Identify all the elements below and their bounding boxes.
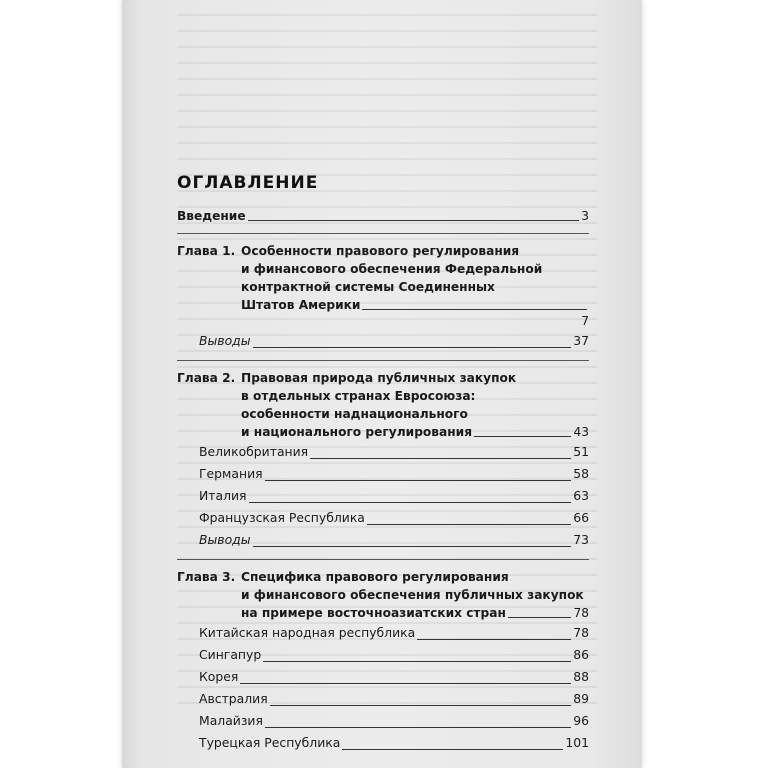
toc-chapter-2: [177, 369, 589, 551]
chapter-label: Глава 2.: [177, 371, 236, 385]
chapter-title-line: Специфика правового регулирования: [241, 570, 509, 584]
dot-leader: [240, 683, 571, 684]
section-page: 96: [573, 713, 589, 728]
dot-leader: [253, 546, 572, 547]
dot-leader: [263, 661, 571, 662]
chapter-page: 78: [573, 606, 589, 620]
toc-entry-introduction: [177, 207, 589, 225]
toc-heading: ОГЛАВЛЕНИЕ: [177, 173, 319, 193]
section-label: Германия: [199, 466, 263, 481]
divider: [177, 233, 589, 234]
section-label: Италия: [199, 488, 247, 503]
section-label: Корея: [199, 669, 239, 684]
book-page: [122, 0, 642, 768]
dot-leader: [265, 727, 571, 728]
chapter-page: 7: [581, 314, 589, 328]
chapter-title-line: и финансового обеспечения Федеральной: [241, 262, 543, 276]
section-label: Французская Республика: [199, 510, 365, 525]
section-page: 66: [573, 510, 589, 525]
dot-leader: [270, 705, 572, 706]
chapter-title-line: Штатов Америки: [241, 298, 361, 312]
section-label: Малайзия: [199, 713, 263, 728]
section-page: 89: [573, 691, 589, 706]
section-page: 37: [573, 333, 589, 348]
dot-leader: [310, 458, 571, 459]
section-page: 58: [573, 466, 589, 481]
section-page: 51: [573, 444, 589, 459]
chapter-page: 43: [573, 425, 589, 439]
chapter-label: Глава 3.: [177, 570, 236, 584]
dot-leader: [249, 502, 572, 503]
section-label: Выводы: [199, 532, 251, 547]
section-label: Турецкая Республика: [199, 735, 341, 750]
chapter-label: Глава 1.: [177, 244, 236, 258]
toc-chapter-3: [177, 568, 589, 754]
chapter-title-line: на примере восточноазиатских стран: [241, 606, 506, 620]
dot-leader: [362, 309, 587, 310]
introduction-label: Введение: [177, 209, 246, 223]
dot-leader: [265, 480, 572, 481]
section-label: Сингапур: [199, 647, 262, 662]
section-label: Австралия: [199, 691, 268, 706]
section-page: 86: [573, 647, 589, 662]
table-of-contents: [177, 173, 589, 754]
section-page: 88: [573, 669, 589, 684]
dot-leader: [474, 436, 571, 437]
introduction-page: 3: [581, 209, 589, 223]
divider: [177, 559, 589, 560]
chapter-title-line: Особенности правового регулирования: [241, 244, 520, 258]
chapter-title-line: и финансового обеспечения публичных закупок: [241, 588, 584, 602]
dot-leader: [508, 617, 572, 618]
dot-leader: [342, 749, 563, 750]
section-page: 101: [565, 735, 589, 750]
section-page: 73: [573, 532, 589, 547]
section-page: 78: [573, 625, 589, 640]
dot-leader: [248, 220, 580, 221]
divider: [177, 360, 589, 361]
section-label: Китайская народная республика: [199, 625, 416, 640]
section-page: 63: [573, 488, 589, 503]
section-label: Выводы: [199, 333, 251, 348]
chapter-title-line: контрактной системы Соединенных: [241, 280, 495, 294]
dot-leader: [367, 524, 571, 525]
section-label: Великобритания: [199, 444, 309, 459]
toc-chapter-1: [177, 242, 589, 352]
dot-leader: [417, 639, 571, 640]
chapter-title-line: и национального регулирования: [241, 425, 473, 439]
chapter-title-line: Правовая природа публичных закупок: [241, 371, 517, 385]
chapter-title-line: особенности наднационального: [241, 407, 468, 421]
dot-leader: [253, 347, 572, 348]
chapter-title-line: в отдельных странах Евросоюза:: [241, 389, 476, 403]
